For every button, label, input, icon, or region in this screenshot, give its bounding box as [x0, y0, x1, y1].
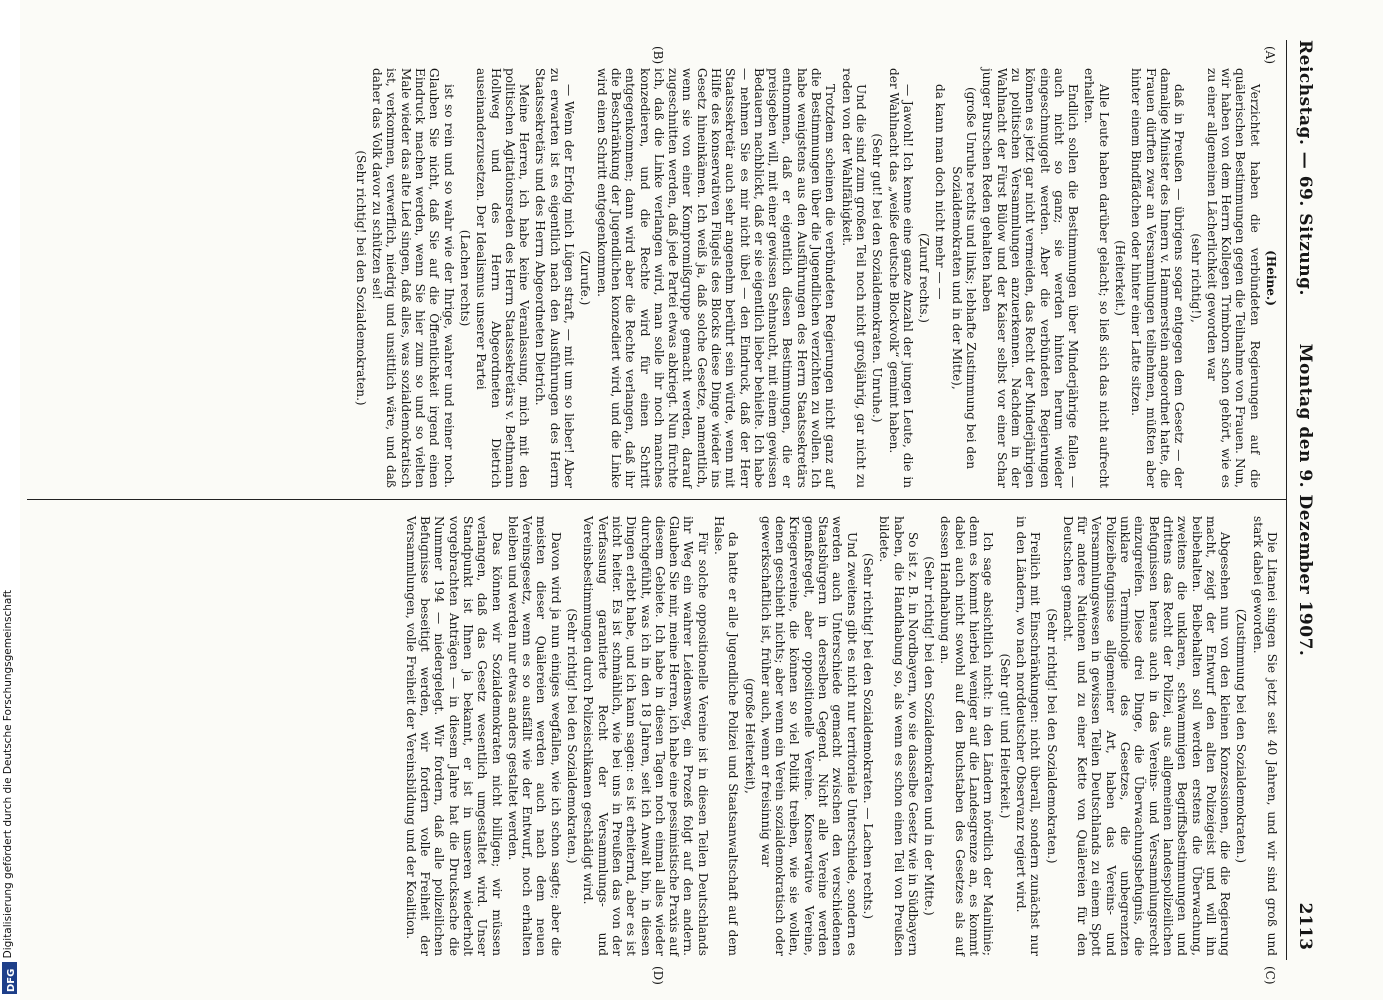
- right-interjection: (Sehr gut! und Heiterkeit.): [997, 653, 1012, 819]
- left-paragraph: Endlich sollen die Bestimmungen über Minderjährige fallen — auch nicht so ganz; sie werden hinten herum wieder eingeschmuggelt werden. Aber die verbündeten Regierungen können es jetzt gar nicht vermeiden, das Recht der Minderjährigen zu politischen Versammlungen anzuerkennen. Nachdem in der Wahlnacht der Fürst Bülow und der Kaiser selbst vor einer Schar junger Burschen Reden gehalten haben: [980, 68, 1081, 488]
- column-divider: [27, 499, 1287, 500]
- left-paragraph: Verzichtet haben die verbündeten Regierungen auf die quälerischen Bestimmungen gegen die Teilnahme von Frauen. Nun, wir haben von dem Herrn Kollegen Trimborn schon gehört, wie es zu einer allgemeinen Lächerlichkeit geworden war: [1204, 68, 1262, 488]
- margin-marker-b: (B): [651, 46, 665, 65]
- margin-marker-d: (D): [651, 966, 665, 985]
- right-paragraph: Und zweitens gibt es nicht nur territoriale Unterschiede, sondern es werden auch Unterschiede gemacht zwischen den verschiedenen Staatsbürgern in derselben Gegend. Nicht alle Vereine werden gemaßregelt, aber oppositionelle Vereine. Konservative Vereine, Kriegervereine, die können so viel Politik treiben, wie sie wollen, denen geschieht nichts; aber wenn ein Verein sozialdemokratisch oder gewerkschaftlich ist, früher auch, wenn er freisinnig war: [758, 516, 859, 956]
- dfg-logo-text: DFG: [6, 968, 17, 992]
- digitization-stamp: [0, 0, 20, 1000]
- dfg-logo: [2, 962, 17, 994]
- funding-notice: Digitalisierung gefördert durch die Deutsche Forschungsgemeinschaft: [2, 589, 14, 958]
- left-paragraph: ist so rein und so wahr wie der Ihrige, wahrer und reiner noch. Glauben Sie nicht, daß Sie auf die Öffentlichkeit irgend einen Eindruck machen werden, wenn Sie hier zum so und so vielten Male wieder das alte Lied singen, daß alles, was sozialdemokratisch ist, verkommen, verwerflich, niedrig und unsittlich wäre, und daß daher das Volk davor zu schützen sei!: [370, 68, 456, 488]
- left-paragraph: — Wenn der Erfolg mich Lügen straft, — mit um so lieber! Aber zu erwarten ist es eigentlich nach den Ausführungen des Herrn Staatssekretärs und des Herrn Abgeordneten Dietrich.: [533, 68, 577, 488]
- left-paragraph: Und die sind zum großen Teil noch nicht großjährig, gar nicht zu reden von der Wahlfähigkeit.: [839, 68, 868, 488]
- margin-marker-c: (C): [1263, 966, 1277, 985]
- margin-marker-a: (A): [1263, 46, 1277, 65]
- page-number: 2113: [1295, 902, 1315, 950]
- right-paragraph: Die Litanei singen Sie jetzt seit 40 Jahren, und wir sind groß und stark dabei geworden.: [1250, 516, 1279, 956]
- right-interjection: (große Heiterkeit),: [742, 678, 757, 794]
- left-interjection: (sehr richtig!),: [1188, 233, 1203, 323]
- left-interjection: (Lachen rechts): [457, 229, 472, 327]
- left-paragraph: Meine Herren, ich habe keine Veranlassung, mich mit den politischen Agitationsreden des Herrn Staatssekretärs v. Bethmann Hollweg und des Herrn Abgeordneten Dietrich auseinanderzusetzen. Der Idealismus unserer Partei: [474, 68, 532, 488]
- right-paragraph: da hatte er alle Jugendliche Polizei und Staatsanwaltschaft auf dem Halse.: [712, 516, 741, 956]
- left-paragraph: Trotzdem scheinen die verbündeten Regierungen nicht ganz auf die Bestimmungen über die Jugendlichen verzichten zu wollen. Ich habe wenigstens aus den Ausführungen des Herrn Staatssekretärs entnommen, daß er eigentlich diesen Bestimmungen, die er preisgeben will, mit einer gewissen Sehnsucht, mit einem gewissen Bedauern nachblickt, daß er sie eigentlich lieber behielte. Ich habe — nehmen Sie es mir nicht übel — den Eindruck, daß der Herr Staatssekretär auch sehr angenehm berührt sein würde, wenn mit Hilfe des konservativen Flügels des Blocks diese Dinge wieder ins Gesetz hineinkämen. Ich weiß ja, daß solche Gesetze, namentlich, wenn sie von einer Kompromißgruppe gemacht werden, darauf zugeschnitten werden, daß jede Partei etwas abkriegt. Nun fürchte ich, daß die Linke verlangen wird, man solle ihr noch manches konzedieren, und die Rechte wird für einen Schritt entgegenkommen; dann wird aber die Rechte verlangen, daß ihr die Beschränkung der Jugendlichen konzediert wird, und die Linke wird einen Schritt entgegenkommen.: [594, 68, 838, 488]
- header-date: Montag den 9. Dezember 1907.: [1295, 343, 1315, 657]
- right-paragraph: Das können wir Sozialdemokraten nicht billigen; wir müssen verlangen, daß das Gesetz wesentlich umgestaltet wird. Unser Standpunkt ist Ihnen ja bekannt, er ist in unseren wiederholt vorgebrachten Anträgen — in diesem Jahre hat die Drucksache die Nummer 194 — niedergelegt. Wir fordern, daß alle polizeilichen Befugnisse beseitigt werden, wir fordern volle Freiheit der Versammlungen, volle Freiheit der Vereinsbildung und der Koalition.: [403, 516, 504, 956]
- left-interjection: (große Unruhe rechts und links; lebhafte Zustimmung bei den Sozialdemokraten und in der Mitte),: [949, 86, 979, 470]
- page-header: [1287, 40, 1321, 960]
- right-interjection: (Zustimmung bei den Sozialdemokraten.): [1234, 608, 1249, 864]
- left-paragraph: Alle Leute haben darüber gelacht; so ließ sich das nicht aufrecht erhalten.: [1082, 68, 1111, 488]
- left-interjection: (Sehr gut! bei den Sozialdemokraten. Unruhe.): [870, 133, 885, 423]
- header-rule: [1286, 40, 1287, 960]
- right-text-column: [401, 516, 1279, 956]
- left-paragraph: — Jawohl! Ich kenne eine ganze Anzahl der jungen Leute, die in der Wahlnacht das „weiße deutsche Blockvolk“ gemimt haben.: [886, 68, 915, 488]
- right-paragraph: So ist z. B. in Nordbayern, wo sie dasselbe Gesetz wie in Südbayern haben, die Handhabung so, als wenn es schon einen Teil von Preußen bildete.: [877, 516, 920, 956]
- left-paragraph: da kann man doch nicht mehr — —: [933, 84, 948, 300]
- right-paragraph: Abgesehen nun von den kleinen Konzessionen, die die Regierung macht, zeigt der Entwurf den alten Polizeigeist und will ihn beibehalten. Beibehalten soll werden erstens die Überwachung, zweitens die unklaren, schwammigen Begriffsbestimmungen und drittens das Recht der Polizei, aus allgemeinen landespolizeilichen Befugnissen heraus auch in das Vereins- und Versammlungsrecht einzugreifen. Diese drei Dinge, die Überwachungsbefugnis, die unklare Terminologie des Gesetzes, die unbegrenzten Polizeibefugnisse allgemeiner Art, haben das Vereins- und Versammlungswesen in gewissen Teilen Deutschlands zu einem Spott für andere Nationen und zu einer Kette von Quälereien für den Deutschen gemacht.: [1060, 516, 1233, 956]
- left-interjection: (Zuruf rechts.): [917, 233, 932, 323]
- right-interjection: (Sehr richtig! bei den Sozialdemokraten.): [565, 608, 580, 864]
- right-interjection: (Sehr richtig! bei den Sozialdemokraten. — Lachen rechts.): [860, 552, 875, 920]
- left-interjection: (Heiterkeit.): [1113, 240, 1128, 316]
- left-text-column: [352, 68, 1279, 488]
- header-session: Reichstag. — 69. Sitzung.: [1295, 40, 1315, 296]
- right-paragraph: Ich sage absichtlich nicht: in den Ländern nördlich der Mainlinie; denn es kommt hierbei weniger auf die Landesgrenze an, es kommt dabei auch nicht sowohl auf den Buchstaben des Gesetzes als auf dessen Handhabung an.: [938, 516, 996, 956]
- right-paragraph: Freilich mit Einschränkungen: nicht überall, sondern zunächst nur in den Ländern, wo nach norddeutscher Observanz regiert wird.: [1013, 516, 1043, 956]
- left-speaker: (Heine.): [1264, 250, 1278, 306]
- right-interjection: (Sehr richtig! bei den Sozialdemokraten und in der Mitte.): [922, 556, 937, 916]
- left-interjection: (Zurufe.): [578, 250, 593, 306]
- left-interjection: (Sehr richtig! bei den Sozialdemokraten.): [353, 150, 368, 406]
- right-paragraph: Für solche oppositionelle Vereine ist in diesen Teilen Deutschlands ihr Weg ein wahrer Leidensweg, ein Prozeß folgt auf den andern. Glauben Sie mir, meine Herren, ich habe eine pessimistische Praxis auf diesem Gebiete. Ich habe in diesen Tagen noch einmal alles wieder durchgefühlt, was ich in den 18 Jahren, seit ich Anwalt bin, in diesen Dingen erlebt habe, und ich kann sagen: es ist erheiternd, aber es ist nicht heiter. Es ist schmählich, wie bei uns in Preußen das von der Verfassung garantierte Recht der Versammlungs- und Vereinsbestimmungen durch Polizeischikanen geschädigt wird.: [581, 516, 710, 956]
- left-paragraph: daß in Preußen — übrigens sogar entgegen dem Gesetz — der damalige Minister des Innern v. Hammerstein angeordnet hatte, die Frauen dürften zwar an Versammlungen teilnehmen, müßten aber hinter einem Bindfädchen oder hinter einer Latte sitzen.: [1129, 68, 1187, 488]
- right-interjection: (Sehr richtig! bei den Sozialdemokraten.): [1044, 608, 1059, 864]
- right-paragraph: Davon wird ja nun einiges wegfallen, wie ich schon sagte; aber die meisten dieser Quälereien werden auch nach dem neuen Vereinsgesetz, wenn es so ausfällt wie der Entwurf, noch erhalten bleiben und werden nur etwas anders gestaltet werden.: [505, 516, 563, 956]
